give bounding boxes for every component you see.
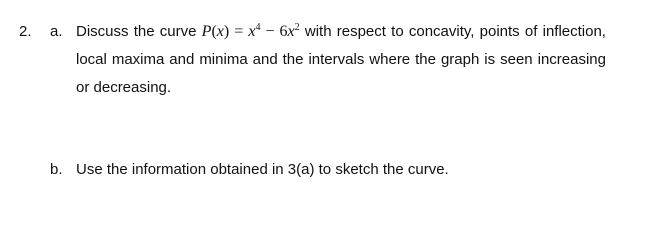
part-a-label: a. xyxy=(50,23,63,40)
question-number: 2. xyxy=(19,23,32,40)
function-expression: $P(x) = x^4 - 6x^2$ xyxy=(201,22,300,40)
part-a-text-before: Discuss the curve xyxy=(76,23,202,40)
part-b-text: Use the information obtained in 3(a) to sketch the curve. xyxy=(76,161,449,178)
part-b-label: b. xyxy=(50,161,63,178)
part-a-text-after: with respect to concavity, points of inflection, local maxima and minima and the intervals where the graph is seen increasing or decreasing. xyxy=(76,23,606,96)
part-a-text xyxy=(76,18,606,102)
